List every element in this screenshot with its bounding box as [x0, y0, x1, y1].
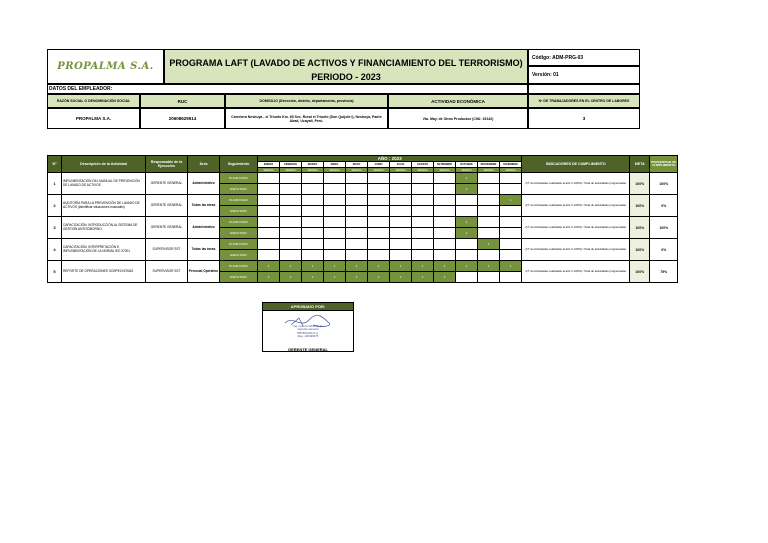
- planned-label: PLANIFICADO: [220, 195, 258, 206]
- month-cell: [434, 173, 456, 184]
- month-cell: [456, 195, 478, 206]
- employer-section-label: DATOS DEL EMPLEADOR:: [47, 84, 528, 94]
- activity-area: Administrativo: [188, 217, 220, 239]
- planned-mark: 1: [280, 261, 302, 272]
- month-cell: [478, 228, 500, 239]
- month-header: SETIEMBRE: [434, 162, 456, 168]
- month-header: ENERO: [258, 162, 280, 168]
- activity-description: CAPACITACIÓN: INTRODUCCIÓN AL SISTEMA DE GESTIÓN ANTISOBORNO: [62, 217, 146, 239]
- month-cell: [324, 228, 346, 239]
- col-header-area: Área: [188, 156, 220, 173]
- value-razon-social: PROPALMA S.A.: [47, 108, 140, 129]
- month-cell: [280, 250, 302, 261]
- month-cell: [434, 195, 456, 206]
- activity-responsible: SUPERVISOR SST: [146, 239, 188, 261]
- executed-mark: 1: [456, 184, 478, 195]
- month-cell: [346, 184, 368, 195]
- executed-label: EJECUTADO: [220, 184, 258, 195]
- executed-mark: 1: [412, 272, 434, 283]
- week-header: SEMANA: [346, 168, 368, 173]
- month-cell: [302, 250, 324, 261]
- activity-area: Todas las áreas: [188, 239, 220, 261]
- month-cell: [302, 206, 324, 217]
- month-cell: [456, 250, 478, 261]
- planned-label: PLANIFICADO: [220, 217, 258, 228]
- activity-responsible: GERENTE GENERAL: [146, 217, 188, 239]
- month-cell: [368, 195, 390, 206]
- month-cell: [324, 173, 346, 184]
- activity-responsible: SUPERVISOR SST: [146, 261, 188, 283]
- month-cell: [478, 206, 500, 217]
- planned-mark: 1: [258, 261, 280, 272]
- month-cell: [368, 173, 390, 184]
- col-header-percentage: PORCENTAJE DE CUMPLIMIENTO: [650, 156, 678, 173]
- table-row: [48, 239, 678, 250]
- month-cell: [324, 195, 346, 206]
- month-cell: [258, 195, 280, 206]
- activity-responsible: GERENTE GENERAL: [146, 195, 188, 217]
- header-razon-social: RAZÓN SOCIAL O DENOMINACIÓN SOCIAL: [47, 94, 140, 108]
- month-cell: [324, 184, 346, 195]
- month-cell: [258, 173, 280, 184]
- week-header: SEMANA: [368, 168, 390, 173]
- month-header: FEBRERO: [280, 162, 302, 168]
- executed-label: EJECUTADO: [220, 272, 258, 283]
- month-cell: [368, 250, 390, 261]
- month-cell: [390, 173, 412, 184]
- month-cell: [500, 250, 522, 261]
- planned-label: PLANIFICADO: [220, 173, 258, 184]
- month-header: JULIO: [390, 162, 412, 168]
- month-cell: [280, 228, 302, 239]
- month-cell: [368, 206, 390, 217]
- goal-value: 100%: [630, 173, 650, 195]
- company-logo: [47, 49, 164, 84]
- table-row: [48, 173, 678, 184]
- planned-mark: 1: [456, 173, 478, 184]
- month-cell: [302, 195, 324, 206]
- planned-mark: 1: [412, 261, 434, 272]
- month-cell: [434, 239, 456, 250]
- month-cell: [280, 184, 302, 195]
- month-cell: [412, 250, 434, 261]
- document-version: Versión: 01: [528, 66, 640, 84]
- month-cell: [302, 173, 324, 184]
- month-cell: [280, 173, 302, 184]
- goal-value: 100%: [630, 261, 650, 283]
- month-cell: [478, 195, 500, 206]
- activity-responsible: GERENTE GENERAL: [146, 173, 188, 195]
- row-number: 4: [48, 239, 62, 261]
- month-cell: [412, 184, 434, 195]
- value-ruc: 20608629514: [140, 108, 225, 129]
- week-header: SEMANA: [500, 168, 522, 173]
- month-cell: [324, 217, 346, 228]
- month-cell: [390, 217, 412, 228]
- month-cell: [500, 239, 522, 250]
- month-cell: [346, 173, 368, 184]
- month-cell: [500, 228, 522, 239]
- month-cell: [346, 239, 368, 250]
- month-cell: [478, 272, 500, 283]
- approval-box: [262, 302, 354, 352]
- indicator-text: (N° de Actividades realizadas al año X 100%) / Total de actividades programadas: [522, 195, 630, 217]
- month-header: MARZO: [302, 162, 324, 168]
- document-code: Código: ADM-PRG-03: [528, 49, 640, 66]
- planned-mark: 1: [500, 261, 522, 272]
- col-header-goal: META: [630, 156, 650, 173]
- activity-description: REPORTE DE OPERACIONES SOSPECHOSAS: [62, 261, 146, 283]
- executed-label: EJECUTADO: [220, 206, 258, 217]
- planned-mark: 1: [500, 195, 522, 206]
- month-cell: [478, 184, 500, 195]
- month-cell: [346, 206, 368, 217]
- month-cell: [412, 195, 434, 206]
- activity-area: Todas las áreas: [188, 195, 220, 217]
- month-cell: [346, 217, 368, 228]
- header-trabajadores: Nº DE TRABAJADORES EN EL CENTRO DE LABORES: [528, 94, 640, 108]
- logo-text: PROPALMA S.A.: [57, 61, 154, 72]
- month-cell: [456, 239, 478, 250]
- month-cell: [434, 228, 456, 239]
- indicator-text: (N° de Actividades realizadas al año X 100%) / Total de actividades programadas: [522, 239, 630, 261]
- value-trabajadores: 3: [528, 108, 640, 129]
- month-cell: [390, 206, 412, 217]
- month-cell: [258, 206, 280, 217]
- indicator-text: (N° de Actividades realizadas al año X 100%) / Total de actividades programadas: [522, 217, 630, 239]
- planned-label: PLANIFICADO: [220, 261, 258, 272]
- indicator-text: (N° de Actividades realizadas al año X 100%) / Total de actividades programadas: [522, 173, 630, 195]
- month-header: MAYO: [346, 162, 368, 168]
- month-cell: [434, 184, 456, 195]
- month-cell: [302, 228, 324, 239]
- month-cell: [412, 173, 434, 184]
- planned-mark: 1: [324, 261, 346, 272]
- executed-mark: 1: [456, 228, 478, 239]
- month-cell: [346, 195, 368, 206]
- month-cell: [456, 272, 478, 283]
- month-cell: [302, 217, 324, 228]
- activity-description: CAPACITACIÓN: INTERPRETACIÓN E IMPLEMENTACIÓN DE LA NORMA ISO 37001: [62, 239, 146, 261]
- title-line-1: PROGRAMA LAFT (LAVADO DE ACTIVOS Y FINANCIAMIENTO DEL TERRORISMO): [169, 58, 523, 68]
- executed-mark: 1: [280, 272, 302, 283]
- month-cell: [412, 217, 434, 228]
- month-cell: [500, 206, 522, 217]
- header-actividad: ACTIVIDAD ECONÓMICA: [388, 94, 528, 108]
- month-cell: [390, 184, 412, 195]
- week-header: SEMANA: [434, 168, 456, 173]
- executed-mark: 1: [258, 272, 280, 283]
- activity-description: IMPLEMENTACIÓN DEL MANUAL DE PREVENCIÓN DE LAVADO DE ACTIVOS: [62, 173, 146, 195]
- month-cell: [280, 217, 302, 228]
- executed-mark: 1: [302, 272, 324, 283]
- month-cell: [368, 228, 390, 239]
- col-header-description: Descripción de la Actividad: [62, 156, 146, 173]
- month-cell: [500, 173, 522, 184]
- week-header: SEMANA: [324, 168, 346, 173]
- month-cell: [280, 206, 302, 217]
- approval-label: APROBADO POR:: [263, 303, 353, 311]
- percentage-value: 0%: [650, 195, 678, 217]
- month-cell: [324, 239, 346, 250]
- planned-mark: 1: [346, 261, 368, 272]
- col-header-n: N°: [48, 156, 62, 173]
- percentage-value: 75%: [650, 261, 678, 283]
- percentage-value: 100%: [650, 173, 678, 195]
- row-number: 5: [48, 261, 62, 283]
- executed-mark: 1: [324, 272, 346, 283]
- table-row: [48, 261, 678, 272]
- week-header: SEMANA: [456, 168, 478, 173]
- month-header: ABRIL: [324, 162, 346, 168]
- header-ruc: RUC: [140, 94, 225, 108]
- month-cell: [390, 195, 412, 206]
- month-cell: [280, 195, 302, 206]
- month-header: OCTUBRE: [456, 162, 478, 168]
- value-domicilio: Carretera Neshuya - el Triunfo Km. 65 Sec. Rural el Triunfo (Don Quijote I), Neshuya, Padre Abad, Ucayali, Perú.: [225, 108, 388, 129]
- month-cell: [390, 228, 412, 239]
- planned-mark: 1: [456, 217, 478, 228]
- month-cell: [500, 217, 522, 228]
- week-header: SEMANA: [478, 168, 500, 173]
- activity-area: Personal Operativo: [188, 261, 220, 283]
- month-cell: [412, 228, 434, 239]
- planned-mark: 1: [456, 261, 478, 272]
- signature-company: PROPALMA S.A.: [297, 330, 319, 335]
- goal-value: 100%: [630, 195, 650, 217]
- executed-mark: 1: [368, 272, 390, 283]
- month-cell: [258, 239, 280, 250]
- employer-section-blank: [528, 84, 640, 94]
- month-cell: [434, 250, 456, 261]
- month-cell: [500, 272, 522, 283]
- month-cell: [478, 250, 500, 261]
- value-actividad: Vta. May. de Otros Productos (CIIU: 15142): [388, 108, 528, 129]
- signature-reg: Reg. 100496375: [297, 334, 319, 339]
- planned-mark: 1: [368, 261, 390, 272]
- col-header-tracking: Seguimiento: [220, 156, 258, 173]
- month-cell: [456, 206, 478, 217]
- week-header: SEMANA: [412, 168, 434, 173]
- month-cell: [434, 206, 456, 217]
- planned-mark: 1: [478, 261, 500, 272]
- month-cell: [258, 217, 280, 228]
- week-header: SEMANA: [280, 168, 302, 173]
- week-header: SEMANA: [302, 168, 324, 173]
- week-header: SEMANA: [390, 168, 412, 173]
- table-row: [48, 217, 678, 228]
- signature-title: Gerente General: [297, 327, 319, 332]
- executed-mark: 1: [390, 272, 412, 283]
- percentage-value: 0%: [650, 239, 678, 261]
- month-cell: [258, 184, 280, 195]
- month-cell: [478, 173, 500, 184]
- month-cell: [368, 217, 390, 228]
- goal-value: 100%: [630, 239, 650, 261]
- activity-description: AUDITORÍA PARA LA PREVENCIÓN DE LAVADO DE ACTIVOS (identificar situaciones inusuales): [62, 195, 146, 217]
- month-cell: [390, 239, 412, 250]
- goal-value: 100%: [630, 217, 650, 239]
- week-header: SEMANA: [258, 168, 280, 173]
- month-cell: [302, 239, 324, 250]
- planned-mark: 1: [302, 261, 324, 272]
- col-header-responsible: Responsable de la Ejecución: [146, 156, 188, 173]
- month-cell: [280, 239, 302, 250]
- month-header: NOVIEMBRE: [478, 162, 500, 168]
- row-number: 1: [48, 173, 62, 195]
- percentage-value: 100%: [650, 217, 678, 239]
- month-cell: [368, 239, 390, 250]
- document-title: [164, 49, 528, 84]
- col-header-indicators: INDICADORES DE CUMPLIMIENTO: [522, 156, 630, 173]
- executed-mark: 1: [346, 272, 368, 283]
- month-header: DICIEMBRE: [500, 162, 522, 168]
- signature-stamp: [263, 311, 353, 345]
- month-cell: [346, 228, 368, 239]
- activity-area: Administrativo: [188, 173, 220, 195]
- month-cell: [258, 250, 280, 261]
- month-cell: [390, 250, 412, 261]
- title-line-2: PERIODO - 2023: [311, 72, 381, 82]
- month-cell: [302, 184, 324, 195]
- indicator-text: (N° de Actividades realizadas al año X 100%) / Total de actividades programadas: [522, 261, 630, 283]
- row-number: 3: [48, 217, 62, 239]
- month-cell: [478, 217, 500, 228]
- month-header: JUNIO: [368, 162, 390, 168]
- table-row: [48, 195, 678, 206]
- planned-mark: 1: [434, 261, 456, 272]
- month-cell: [500, 184, 522, 195]
- planned-mark: 1: [478, 239, 500, 250]
- executed-label: EJECUTADO: [220, 250, 258, 261]
- month-cell: [258, 228, 280, 239]
- month-cell: [368, 184, 390, 195]
- row-number: 2: [48, 195, 62, 217]
- month-cell: [412, 206, 434, 217]
- header-domicilio: DOMICILIO (Dirección, distrito, departamento, provincia): [225, 94, 388, 108]
- year-header: AÑO : 2023: [258, 156, 522, 162]
- approval-role: GERENTE GENERAL: [287, 346, 328, 352]
- month-cell: [324, 250, 346, 261]
- planned-mark: 1: [390, 261, 412, 272]
- signature-name: Ing. Lorenzo Ríos Mejía: [293, 324, 323, 328]
- executed-label: EJECUTADO: [220, 228, 258, 239]
- executed-mark: 1: [434, 272, 456, 283]
- month-cell: [434, 217, 456, 228]
- month-cell: [412, 239, 434, 250]
- planned-label: PLANIFICADO: [220, 239, 258, 250]
- month-header: AGOSTO: [412, 162, 434, 168]
- month-cell: [346, 250, 368, 261]
- month-cell: [324, 206, 346, 217]
